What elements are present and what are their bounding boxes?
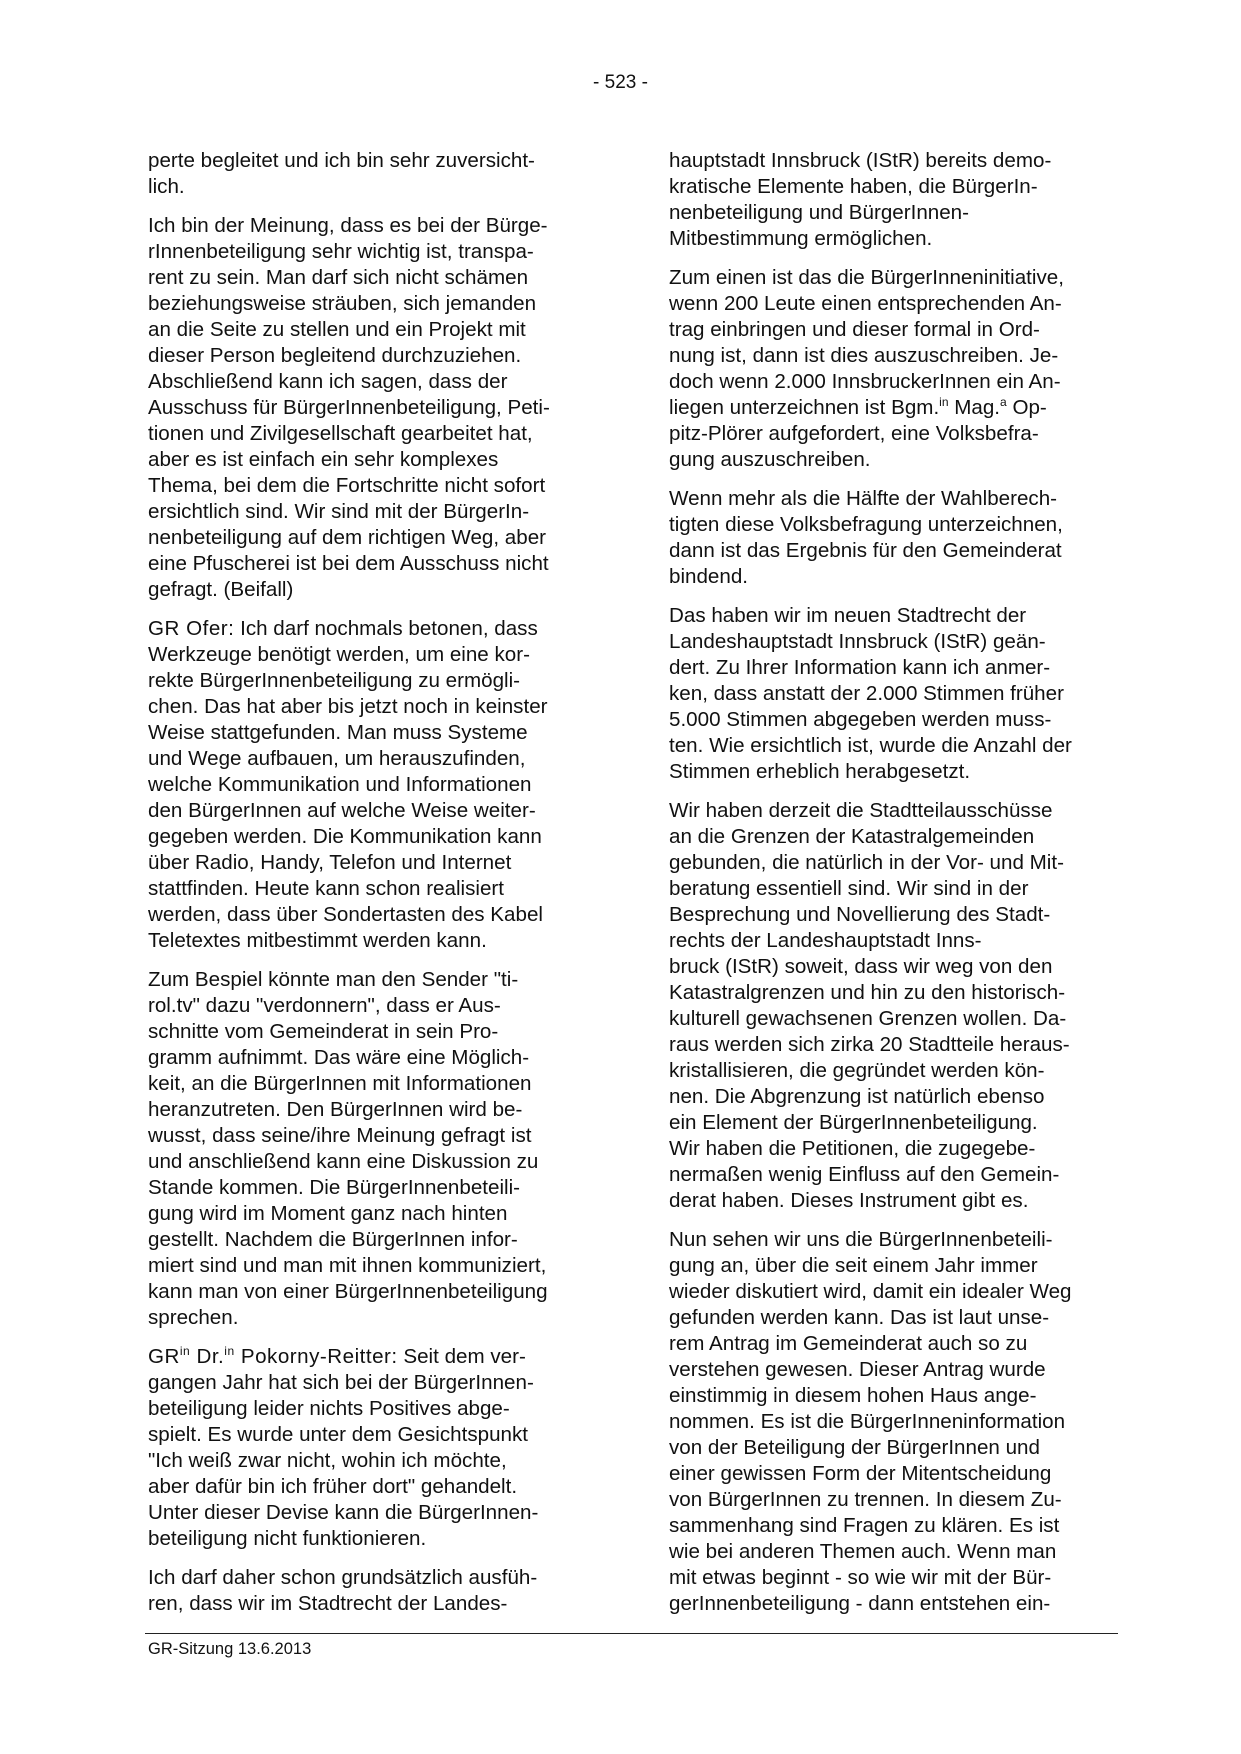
text-line: nenbeteiligung auf dem richtigen Weg, aber — [148, 526, 547, 549]
text-line: kristallisieren, die gegründet werden kön- — [669, 1059, 1045, 1082]
text-line: Wir haben derzeit die Stadtteilausschüsse — [669, 799, 1053, 822]
text-line: verstehen gewesen. Dieser Antrag wurde — [669, 1358, 1046, 1381]
text-line: rInnenbeteiligung sehr wichtig ist, transpa- — [148, 240, 534, 263]
text-line: nommen. Es ist die BürgerInneninformation — [669, 1410, 1066, 1433]
text-line: Das haben wir im neuen Stadtrecht der — [669, 604, 1027, 627]
text-line: an die Seite zu stellen und ein Projekt mit — [148, 318, 526, 341]
text-line: nen. Die Abgrenzung ist natürlich ebenso — [669, 1085, 1045, 1108]
text-line: Stande kommen. Die BürgerInnenbeteili- — [148, 1176, 521, 1199]
text-line: "Ich weiß zwar nicht, wohin ich möchte, — [148, 1449, 507, 1472]
text-line: chen. Das hat aber bis jetzt noch in keinster — [148, 695, 548, 718]
text-line: Thema, bei dem die Fortschritte nicht sofort — [148, 474, 546, 497]
text-line: lich. — [148, 175, 185, 198]
text-line: trag einbringen und dieser formal in Ord- — [669, 318, 1040, 341]
text-line: gefragt. (Beifall) — [148, 578, 294, 601]
text-fragment: Seit dem ver- — [397, 1345, 526, 1368]
footer-divider — [145, 1633, 1118, 1634]
superscript: in — [179, 1344, 191, 1358]
text-line: ken, dass anstatt der 2.000 Stimmen früher — [669, 682, 1064, 705]
speaker-name: GR Ofer: — [148, 617, 235, 640]
text-block — [669, 421, 1117, 473]
text-line: dann ist das Ergebnis für den Gemeinderat — [669, 539, 1062, 562]
text-fragment: Mag. — [948, 396, 1001, 419]
text-line: gung auszuschreiben. — [669, 448, 871, 471]
speech-gr-ofer — [148, 616, 596, 954]
page-number: - 523 - — [593, 72, 648, 93]
text-fragment: Op- — [1006, 396, 1047, 419]
text-line: bindend. — [669, 565, 749, 588]
text-line: Landeshauptstadt Innsbruck (IStR) geän- — [669, 630, 1046, 653]
text-line: wie bei anderen Themen auch. Wenn man — [669, 1540, 1057, 1563]
text-line: werden, dass über Sondertasten des Kabel — [148, 903, 543, 926]
text-line: Abschließend kann ich sagen, dass der — [148, 370, 508, 393]
speaker-title-gr: GR — [148, 1345, 180, 1368]
text-line: perte begleitet und ich bin sehr zuversicht- — [148, 149, 535, 172]
text-line: rechts der Landeshauptstadt Inns- — [669, 929, 982, 952]
paragraph — [669, 1227, 1117, 1617]
text-line: kann man von einer BürgerInnenbeteiligung — [148, 1280, 548, 1303]
text-line: Weise stattgefunden. Man muss Systeme — [148, 721, 528, 744]
text-line: Ich bin der Meinung, dass es bei der Bürge- — [148, 214, 548, 237]
text-line: pitz-Plörer aufgefordert, eine Volksbefra- — [669, 422, 1039, 445]
text-fragment: liegen unterzeichnen ist Bgm. — [669, 396, 940, 419]
text-line: beziehungsweise sträuben, sich jemanden — [148, 292, 537, 315]
text-line: Ausschuss für BürgerInnenbeteiligung, Peti- — [148, 396, 550, 419]
superscript: in — [224, 1344, 235, 1358]
text-block — [669, 265, 1117, 395]
superscript: in — [939, 395, 949, 409]
text-line: einstimmig in diesem hohen Haus ange- — [669, 1384, 1037, 1407]
text-line: Stimmen erheblich herabgesetzt. — [669, 760, 971, 783]
text-line: Nun sehen wir uns die BürgerInnenbeteili- — [669, 1228, 1053, 1251]
text-fragment: Ich darf nochmals betonen, dass — [234, 617, 538, 640]
speech-pokorny-reitter — [148, 1344, 596, 1552]
text-line: von der Beteiligung der BürgerInnen und — [669, 1436, 1040, 1459]
text-line — [148, 1344, 596, 1370]
text-line: nermaßen wenig Einfluss auf den Gemein- — [669, 1163, 1060, 1186]
text-line: eine Pfuscherei ist bei dem Ausschuss nicht — [148, 552, 549, 575]
superscript: a — [1000, 395, 1007, 409]
text-line: rol.tv" dazu "verdonnern", dass er Aus- — [148, 994, 501, 1017]
text-line: gung wird im Moment ganz nach hinten — [148, 1202, 508, 1225]
text-line: beratung essentiell sind. Wir sind in der — [669, 877, 1029, 900]
paragraph — [148, 213, 596, 603]
paragraph — [669, 265, 1117, 473]
text-block — [148, 1370, 596, 1552]
text-line: keit, an die BürgerInnen mit Informationen — [148, 1072, 532, 1095]
text-line: kratische Elemente haben, die BürgerIn- — [669, 175, 1038, 198]
text-line: gramm aufnimmt. Das wäre eine Möglich- — [148, 1046, 530, 1069]
text-line: gegeben werden. Die Kommunikation kann — [148, 825, 542, 848]
text-line: tigten diese Volksbefragung unterzeichnen, — [669, 513, 1063, 536]
text-line: Zum Bespiel könnte man den Sender "ti- — [148, 968, 519, 991]
paragraph — [148, 1565, 596, 1617]
paragraph — [148, 148, 596, 200]
paragraph — [148, 967, 596, 1331]
text-line: raus werden sich zirka 20 Stadtteile heraus- — [669, 1033, 1070, 1056]
text-line: nung ist, dann ist dies auszuschreiben. Je- — [669, 344, 1059, 367]
paragraph — [669, 798, 1117, 1214]
text-line: gestellt. Nachdem die BürgerInnen infor- — [148, 1228, 518, 1251]
text-line: wieder diskutiert wird, damit ein idealer Weg — [669, 1280, 1072, 1303]
speaker-surname: Pokorny-Reitter: — [234, 1345, 398, 1368]
text-line: mit etwas beginnt - so wie wir mit der Bür- — [669, 1566, 1052, 1589]
text-line: tionen und Zivilgesellschaft gearbeitet hat, — [148, 422, 533, 445]
footer-session: GR-Sitzung 13.6.2013 — [148, 1640, 312, 1658]
text-line: Zum einen ist das die BürgerInneninitiative, — [669, 266, 1064, 289]
text-line: über Radio, Handy, Telefon und Internet — [148, 851, 512, 874]
text-line: spielt. Es wurde unter dem Gesichtspunkt — [148, 1423, 529, 1446]
text-line: Wenn mehr als die Hälfte der Wahlberech- — [669, 487, 1058, 510]
text-line — [669, 395, 1117, 421]
text-block — [148, 642, 596, 954]
text-line: schnitte vom Gemeinderat in sein Pro- — [148, 1020, 499, 1043]
text-line: und anschließend kann eine Diskussion zu — [148, 1150, 539, 1173]
text-line: Katastralgrenzen und hin zu den historisch- — [669, 981, 1066, 1004]
text-line: Wir haben die Petitionen, die zugegebe- — [669, 1137, 1036, 1160]
text-line: miert sind und man mit ihnen kommuniziert, — [148, 1254, 547, 1277]
paragraph — [669, 148, 1117, 252]
text-line: 5.000 Stimmen abgegeben werden muss- — [669, 708, 1052, 731]
text-line: aber dafür bin ich früher dort" gehandelt. — [148, 1475, 518, 1498]
text-line: dert. Zu Ihrer Information kann ich anmer- — [669, 656, 1051, 679]
text-line: stattfinden. Heute kann schon realisiert — [148, 877, 505, 900]
text-line: und Wege aufbauen, um herauszufinden, — [148, 747, 526, 770]
right-column — [669, 148, 1117, 1630]
text-line: gebunden, die natürlich in der Vor- und Mit- — [669, 851, 1064, 874]
text-line: dieser Person begleitend durchzuziehen. — [148, 344, 522, 367]
text-line: rem Antrag im Gemeinderat auch so zu — [669, 1332, 1028, 1355]
text-line: aber es ist einfach ein sehr komplexes — [148, 448, 499, 471]
paragraph — [669, 486, 1117, 590]
text-line: von BürgerInnen zu trennen. In diesem Zu- — [669, 1488, 1062, 1511]
speaker-name — [148, 1345, 398, 1368]
text-line: ersichtlich sind. Wir sind mit der BürgerIn- — [148, 500, 530, 523]
text-line: Ich darf daher schon grundsätzlich ausfüh- — [148, 1566, 538, 1589]
text-line: gangen Jahr hat sich bei der BürgerInnen- — [148, 1371, 534, 1394]
text-line: rent zu sein. Man darf sich nicht schämen — [148, 266, 529, 289]
text-line: Mitbestimmung ermöglichen. — [669, 227, 933, 250]
text-line: bruck (IStR) soweit, dass wir weg von den — [669, 955, 1053, 978]
text-line: sammenhang sind Fragen zu klären. Es ist — [669, 1514, 1060, 1537]
text-line: den BürgerInnen auf welche Weise weiter- — [148, 799, 536, 822]
text-line: beteiligung leider nichts Positives abge- — [148, 1397, 510, 1420]
text-line: derat haben. Dieses Instrument gibt es. — [669, 1189, 1029, 1212]
text-line: nenbeteiligung und BürgerInnen- — [669, 201, 969, 224]
text-line — [148, 616, 596, 642]
text-line: ten. Wie ersichtlich ist, wurde die Anzahl der — [669, 734, 1072, 757]
text-line: welche Kommunikation und Informationen — [148, 773, 532, 796]
text-line: an die Grenzen der Katastralgemeinden — [669, 825, 1035, 848]
text-line: beteiligung nicht funktionieren. — [148, 1527, 427, 1550]
text-line: ein Element der BürgerInnenbeteiligung. — [669, 1111, 1038, 1134]
text-line: wenn 200 Leute einen entsprechenden An- — [669, 292, 1062, 315]
text-line: Unter dieser Devise kann die BürgerInnen- — [148, 1501, 539, 1524]
text-line: rekte BürgerInnenbeteiligung zu ermögli- — [148, 669, 521, 692]
text-line: sprechen. — [148, 1306, 239, 1329]
text-line: Besprechung und Novellierung des Stadt- — [669, 903, 1051, 926]
text-line: doch wenn 2.000 InnsbruckerInnen ein An- — [669, 370, 1061, 393]
text-line: Werkzeuge benötigt werden, um eine kor- — [148, 643, 530, 666]
text-line: heranzutreten. Den BürgerInnen wird be- — [148, 1098, 523, 1121]
text-line: gefunden werden kann. Das ist laut unse- — [669, 1306, 1050, 1329]
paragraph — [669, 603, 1117, 785]
left-column — [148, 148, 596, 1630]
text-line: Teletextes mitbestimmt werden kann. — [148, 929, 487, 952]
text-line: hauptstadt Innsbruck (IStR) bereits demo- — [669, 149, 1052, 172]
text-line: wusst, dass seine/ihre Meinung gefragt ist — [148, 1124, 532, 1147]
speaker-title-dr: Dr. — [190, 1345, 225, 1368]
text-line: kulturell gewachsenen Grenzen wollen. Da- — [669, 1007, 1067, 1030]
text-line: einer gewissen Form der Mitentscheidung — [669, 1462, 1052, 1485]
text-line: gerInnenbeteiligung - dann entstehen ein- — [669, 1592, 1051, 1615]
text-line: ren, dass wir im Stadtrecht der Landes- — [148, 1592, 508, 1615]
text-line: gung an, über die seit einem Jahr immer — [669, 1254, 1038, 1277]
